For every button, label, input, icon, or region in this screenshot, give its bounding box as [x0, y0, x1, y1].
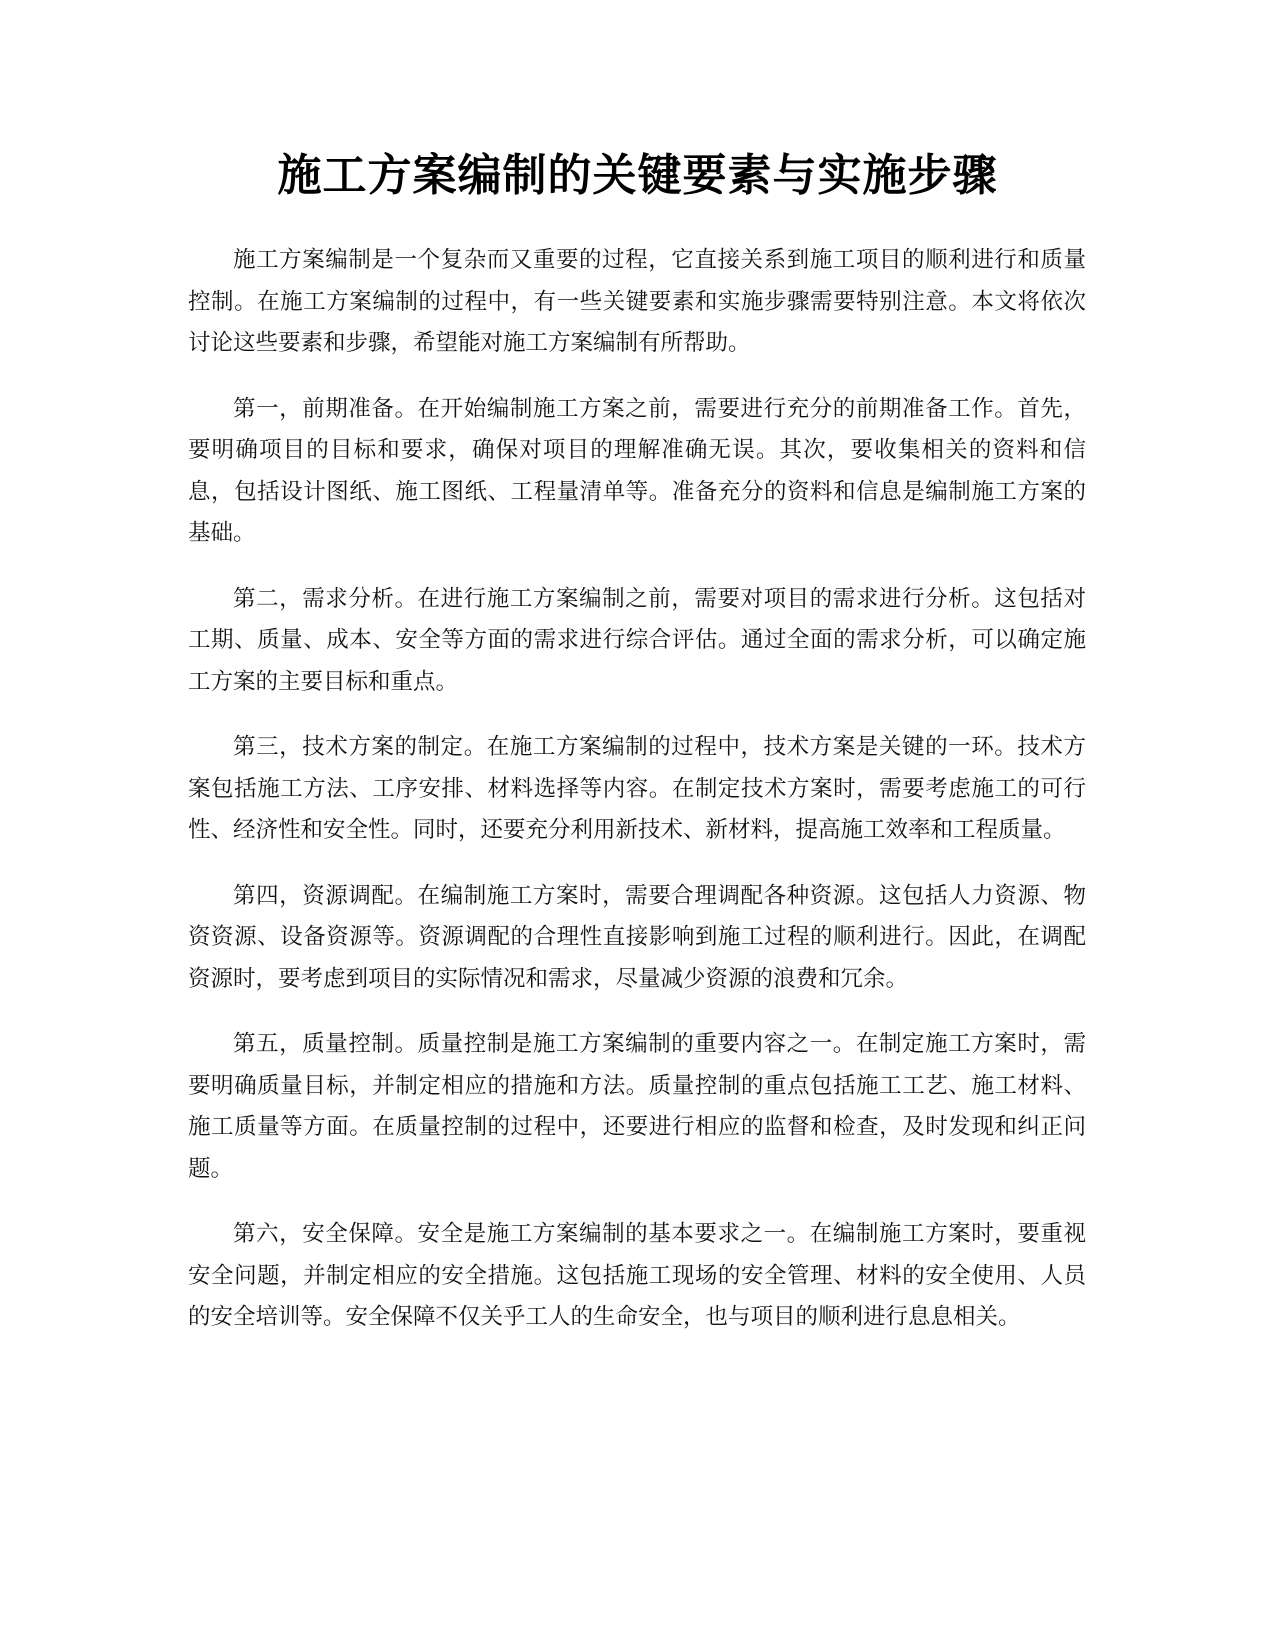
paragraph-safety: 第六，安全保障。安全是施工方案编制的基本要求之一。在编制施工方案时，要重视安全问题，并制定相应的安全措施。这包括施工现场的安全管理、材料的安全使用、人员的安全培训等。安全保障不仅关乎工人的生命安全，也与项目的顺利进行息息相关。	[188, 1221, 1086, 1330]
paragraph-technical-plan: 第三，技术方案的制定。在施工方案编制的过程中，技术方案是关键的一环。技术方案包括施工方法、工序安排、材料选择等内容。在制定技术方案时，需要考虑施工的可行性、经济性和安全性。同时，还要充分利用新技术、新材料，提高施工效率和工程质量。	[188, 734, 1086, 843]
paragraph-resource-allocation: 第四，资源调配。在编制施工方案时，需要合理调配各种资源。这包括人力资源、物资资源、设备资源等。资源调配的合理性直接影响到施工过程的顺利进行。因此，在调配资源时，要考虑到项目的实际情况和需求，尽量减少资源的浪费和冗余。	[188, 882, 1086, 992]
document-body	[188, 240, 1086, 1363]
paragraph-preparation: 第一，前期准备。在开始编制施工方案之前，需要进行充分的前期准备工作。首先，要明确项目的目标和要求，确保对项目的理解准确无误。其次，要收集相关的资料和信息，包括设计图纸、施工图纸、工程量清单等。准备充分的资料和信息是编制施工方案的基础。	[188, 395, 1086, 546]
document-title: 施工方案编制的关键要素与实施步骤	[277, 150, 998, 201]
paragraph-quality-control: 第五，质量控制。质量控制是施工方案编制的重要内容之一。在制定施工方案时，需要明确质量目标，并制定相应的措施和方法。质量控制的重点包括施工工艺、施工材料、施工质量等方面。在质量控制的过程中，还要进行相应的监督和检查，及时发现和纠正问题。	[188, 1031, 1086, 1182]
paragraph-intro: 施工方案编制是一个复杂而又重要的过程，它直接关系到施工项目的顺利进行和质量控制。在施工方案编制的过程中，有一些关键要素和实施步骤需要特别注意。本文将依次讨论这些要素和步骤，希望能对施工方案编制有所帮助。	[188, 247, 1086, 356]
paragraph-needs-analysis: 第二，需求分析。在进行施工方案编制之前，需要对项目的需求进行分析。这包括对工期、质量、成本、安全等方面的需求进行综合评估。通过全面的需求分析，可以确定施工方案的主要目标和重点。	[188, 585, 1086, 695]
